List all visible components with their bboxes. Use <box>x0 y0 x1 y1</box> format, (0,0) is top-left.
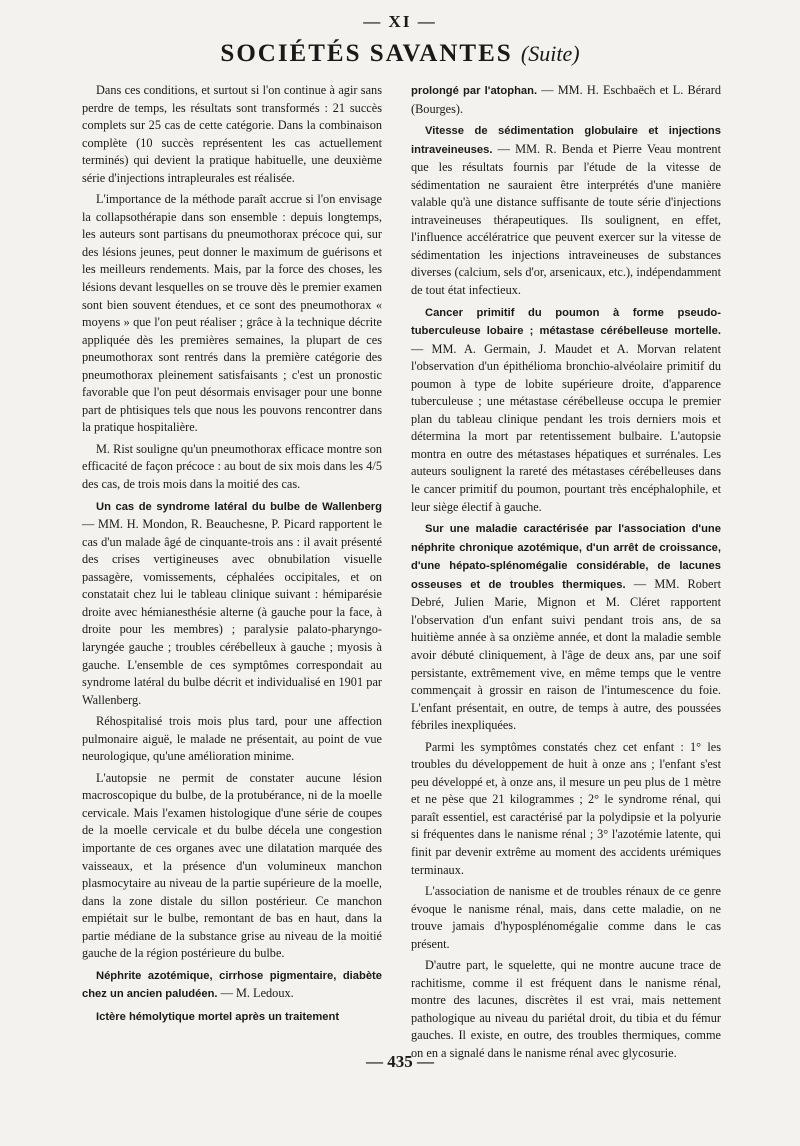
section-heading: Vitesse de sédimentation globulaire et injections intraveineuses. <box>411 125 721 156</box>
page-number: — 435 — <box>366 1052 434 1071</box>
section-text: — MM. Robert Debré, Julien Marie, Mignon et M. Cléret rapportent l'observation d'un enfant suivi pendant trois ans, de sa huitième année à sa onzième année, et dont la maladie semble avoir débuté cliniquement, à l'âge de deux ans, par une soif persistante, extrêmement vive, en même temps que le ventre commençait à grossir en raison de l'intumescence du foie. L'enfant présentait, en outre, de temps à autre, des poussées fébriles inexpliquées. <box>411 576 722 733</box>
section-text: — M. Ledoux. <box>217 986 294 1001</box>
page-title <box>0 40 800 68</box>
section-text: — MM. H. Mondon, R. Beauchesne, P. Picard rapportent le cas d'un malade âgé de cinquante-trois ans : il avait présenté des crises vertigineuses avec obnubilation visuelle passagère, vomissements, céphalées occipitales, et on constatait chez lui le tableau clinique suivant : hémiparésie droite avec hémianesthésie alterne (à gauche pour la face, à droite pour les membres) ; paralysie palato-pharyngo-laryngée gauche ; troubles cérébelleux à gauche ; myosis à gauche. L'ensemble de ces symptômes correspondait au syndrome latéral du bulbe décrit et individualisé en 1901 par Wallenberg. <box>82 517 382 707</box>
right-column <box>411 82 721 1067</box>
section-numeral: — XI — <box>363 12 437 31</box>
section-wallenberg <box>82 498 382 710</box>
section-nephrite <box>82 967 382 1004</box>
section-ictere-continued <box>411 82 721 118</box>
section-text: — MM. R. Benda et Pierre Veau montrent que les résultats fournis par l'étude de la vitesse de sédimentation ne sauraient être interprétés d'une manière valable qu'à une distance suffisante de toute série d'injections intraveineuses thérapeutiques. Ils soulignent, en effet, l'influence accélératrice que peuvent exercer sur la vitesse de sédimentation les injections intraveineuses de substances diverses (calcium, sels d'or, arsenicaux, etc.), indépendamment de tout état infectieux. <box>411 141 721 298</box>
paragraph: Dans ces conditions, et surtout si l'on continue à agir sans perdre de temps, les résultats sont transformés : 21 succès complets sur 25 cas de cette catégorie. Dans la combinaison complète (10 succès représentent les cas actuellement terminés) qui devient la pratique habituelle, une deuxième série d'injections intrapleurales est réalisée. <box>82 83 382 185</box>
section-heading: Un cas de syndrome latéral du bulbe de Wallenberg <box>96 500 382 513</box>
section-maladie <box>411 520 721 735</box>
section-heading: Sur une maladie caractérisée par l'association d'une néphrite chronique azotémique, d'un arrêt de croissance, d'une hépato-splénomégalie considérable, de lacunes osseuses et de troubles thermiques. <box>411 523 721 591</box>
left-column <box>82 82 382 1030</box>
paragraph: D'autre part, le squelette, qui ne montre aucune trace de rachitisme, comme il est fréquent dans le nanisme rénal, montre des lacunes, discrètes il est vrai, mais nettement pathologique au niveau du pariétal droit, du tibia et du fémur gauches. Il existe, en outre, des troubles thermiques, comme on en a signalé dans le nanisme rénal avec glycosurie. <box>411 958 721 1060</box>
section-text: — MM. H. Eschbaëch et L. Bérard (Bourges). <box>411 83 721 116</box>
section-heading: Ictère hémolytique mortel après un traitement <box>96 1010 340 1023</box>
section-cancer <box>411 304 721 517</box>
section-sedimentation <box>411 122 721 299</box>
section-heading: Néphrite azotémique, cirrhose pigmentaire, diabète chez un ancien paludéen. <box>82 969 382 1001</box>
section-heading: Cancer primitif du poumon à forme pseudo-tuberculeuse lobaire ; métastase cérébelleuse mortelle. <box>411 306 721 338</box>
paragraph: L'importance de la méthode paraît accrue si l'on envisage la collapsothérapie dans son ensemble : depuis longtemps, les auteurs sont partisans du pneumothorax précoce qui, sur des lésions jeunes, peut donner le maximum de guérisons et les meilleurs rendements. Mais, par la force des choses, les lésions devant lesquelles on se trouve dès le premier examen sont bien souvent étendues, et ce sont des pneumothorax « moyens » que l'on peut réaliser ; grâce à la technique décrite appliquée dès les premières semaines, la plupart de ces pneumothorax sont rentrés dans la première catégorie des pneumothorax pleinement satisfaisants ; c'est un pronostic favorable que l'on peut désormais envisager pour une bonne part de phtisiques tels que nous les pouvons rencontrer dans la pratique hospitalière. <box>82 192 382 435</box>
paragraph: Parmi les symptômes constatés chez cet enfant : 1° les troubles du développement de huit à onze ans ; l'enfant s'est peu développé et, à onze ans, il mesure un peu plus de 1 mètre et ne pèse que 21 kilogrammes ; 2° le syndrome rénal, qui paraît essentiel, est caractérisé par la polydipsie et la polyurie si fréquentes dans le nanisme rénal ; 3° l'azotémie latente, qui finit par devenir extrême au moment des accidents urémiques terminaux. <box>411 739 721 877</box>
paragraph: L'autopsie ne permit de constater aucune lésion macroscopique du bulbe, de la protubérance, ni de la moelle cervicale. Mais l'examen histologique d'une série de coupes de la moelle cervicale et du bulbe décela une congestion importante de ces organes avec une dilatation marquée des vaisseaux, et la présence d'un volumineux manchon plasmocytaire au niveau de la partie supérieure de la moelle, dans la zone distale du sillon postérieur. Ce manchon empiétait sur le bulbe, remontant de bas en haut, dans la partie médiane de la substance grise au niveau de la moitié gauche de la région postérieure du bulbe. <box>82 770 382 961</box>
section-heading: prolongé par l'atophan. <box>411 85 538 97</box>
title-suffix: (Suite) <box>520 41 580 66</box>
paragraph: L'association de nanisme et de troubles rénaux de ce genre évoque le nanisme rénal, mais, dans cette maladie, on ne trouve jamais d'hyposplénomégalie comme dans le cas présent. <box>411 884 721 951</box>
section-ictere <box>82 1008 382 1027</box>
paragraph: M. Rist souligne qu'un pneumothorax efficace montre son efficacité de façon précoce : au bout de six mois dans les 4/5 des cas, de trois mois dans la moitié des cas. <box>82 441 382 492</box>
title-text: SOCIÉTÉS SAVANTES <box>220 40 513 67</box>
paragraph: Réhospitalisé trois mois plus tard, pour une affection pulmonaire aiguë, le malade ne présentait, au point de vue neurologique, qu'une amélioration minime. <box>82 714 382 764</box>
section-text: — MM. A. Germain, J. Maudet et A. Morvan relatent l'observation d'un épithélioma bronchio-alvéolaire primitif du poumon à type de lobite supérieure droite, d'apparence tuberculeuse ; une métastase cérébelleuse occupa le premier plan du tableau clinique pendant les trois derniers mois et détermina la mort par retentissement bulbaire. L'autopsie montra en outre des métastases hépatiques et surrénales. Les auteurs soulignent la rareté des métastases cérébelleuses dans le cancer primitif du poumon, pourtant très encéphalophile, et leur siège électif à gauche. <box>411 341 721 514</box>
